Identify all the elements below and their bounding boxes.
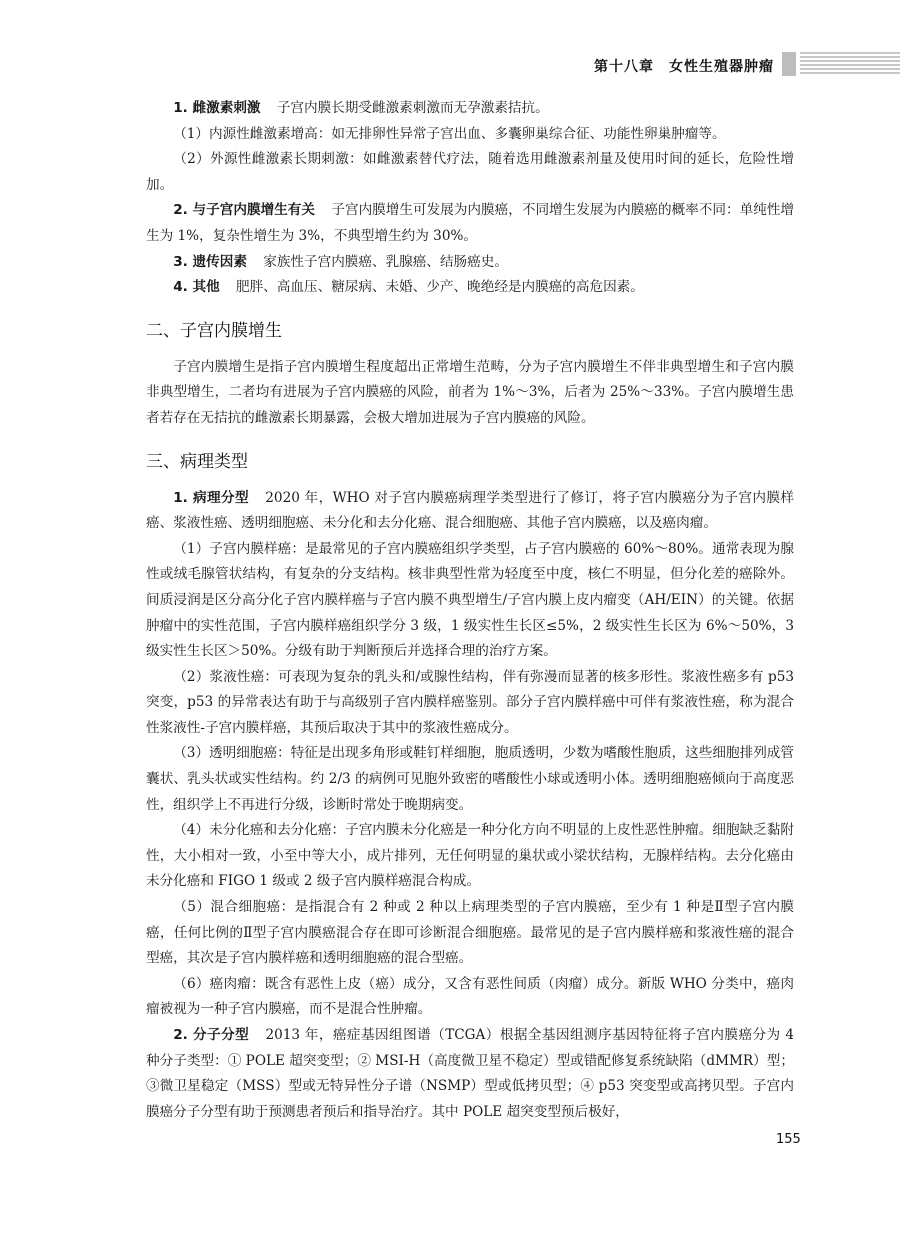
risk-item-3-lead: 3. 遗传因素 — [173, 253, 247, 270]
pathology-sub-3: （3）透明细胞癌：特征是出现多角形或鞋钉样细胞，胞质透明，少数为嗜酸性胞质，这些细胞排列成管囊状、乳头状或实性结构。约 2/3 的病例可见胞外致密的嗜酸性小球或透明小体。透明细胞癌倾向于高度恶性，组织学上不再进行分级，诊断时常处于晚期病变。 — [146, 745, 794, 813]
risk-item-1 — [146, 96, 794, 122]
chapter-title: 第十八章 女性生殖器肿瘤 — [594, 59, 774, 75]
pathology-sub-6: （6）癌肉瘤：既含有恶性上皮（癌）成分，又含有恶性间质（肉瘤）成分。新版 WHO 分类中，癌肉瘤被视为一种子宫内膜癌，而不是混合性肿瘤。 — [146, 975, 794, 1018]
pathology-item-2-text: 2013 年，癌症基因组图谱（TCGA）根据全基因组测序基因特征将子宫内膜癌分为 4 种分子类型：① POLE 超突变型；② MSI-H（高度微卫星不稳定）型或错配修复系统缺陷（dMMR）型；③微卫星稳定（MSS）型或无特异性分子谱（NSMP）型或低拷贝型；④ p53 突变型或高拷贝型。子宫内膜癌分子分型有助于预测患者预后和指导治疗。其中 POLE 超突变型预后极好， — [146, 1027, 794, 1120]
running-header — [0, 52, 900, 78]
risk-item-2-lead: 2. 与子宫内膜增生有关 — [173, 202, 316, 219]
risk-item-2 — [146, 198, 794, 249]
risk-item-1-sub-2: （2）外源性雌激素长期刺激：如雌激素替代疗法，随着选用雌激素剂量及使用时间的延长，危险性增加。 — [146, 151, 794, 193]
pathology-item-1-text: 2020 年，WHO 对子宫内膜癌病理学类型进行了修订，将子宫内膜癌分为子宫内膜样癌、浆液性癌、透明细胞癌、未分化和去分化癌、混合细胞癌、其他子宫内膜癌，以及癌肉瘤。 — [146, 489, 794, 532]
risk-item-1-text: 子宫内膜长期受雌激素刺激而无孕激素拮抗。 — [276, 100, 549, 116]
header-decoration-bar — [782, 52, 796, 76]
risk-item-4-lead: 4. 其他 — [173, 279, 220, 296]
risk-item-3-text: 家族性子宫内膜癌、乳腺癌、结肠癌史。 — [263, 253, 508, 270]
pathology-item-2-lead: 2. 分子分型 — [173, 1027, 250, 1043]
section-heading-hyperplasia: 二、子宫内膜增生 — [146, 320, 282, 341]
risk-item-4 — [146, 275, 794, 301]
risk-item-3 — [146, 250, 794, 276]
risk-item-1-lead: 1. 雌激素刺激 — [173, 100, 261, 116]
page-content — [146, 96, 794, 1125]
header-decoration-lines — [800, 52, 900, 76]
page-number: 155 — [776, 1132, 801, 1147]
risk-item-2-text: 子宫内膜增生可发展为内膜癌，不同增生发展为内膜癌的概率不同：单纯性增生为 1%，复杂性增生为 3%，不典型增生约为 30%。 — [146, 202, 794, 244]
risk-item-1-sub-1: （1）内源性雌激素增高：如无排卵性异常子宫出血、多囊卵巢综合征、功能性卵巢肿瘤等。 — [173, 125, 726, 142]
hyperplasia-paragraph: 子宫内膜增生是指子宫内膜增生程度超出正常增生范畴，分为子宫内膜增生不伴非典型增生和子宫内膜非典型增生，二者均有进展为子宫内膜癌的风险，前者为 1%～3%，后者为 25%～33%。子宫内膜增生患者若存在无拮抗的雌激素长期暴露，会极大增加进展为子宫内膜癌的风险。 — [146, 358, 794, 426]
pathology-item-2 — [146, 1023, 794, 1125]
pathology-sub-4: （4）未分化癌和去分化癌：子宫内膜未分化癌是一种分化方向不明显的上皮性恶性肿瘤。细胞缺乏黏附性，大小相对一致，小至中等大小，成片排列，无任何明显的巢状或小梁状结构，无腺样结构。去分化癌由未分化癌和 FIGO 1 级或 2 级子宫内膜样癌混合构成。 — [146, 822, 794, 890]
pathology-sub-1: （1）子宫内膜样癌：是最常见的子宫内膜癌组织学类型，占子宫内膜癌的 60%～80%。通常表现为腺性或绒毛腺管状结构，有复杂的分支结构。核非典型性常为轻度至中度，核仁不明显，但分化差的癌除外。间质浸润是区分高分化子宫内膜样癌与子宫内膜不典型增生/子宫内膜上皮内瘤变（AH/EIN）的关键。依据肿瘤中的实性范围，子宫内膜样癌组织学分 3 级，1 级实性生长区≤5%，2 级实性生长区为 6%～50%，3 级实性生长区＞50%。分级有助于判断预后并选择合理的治疗方案。 — [146, 540, 794, 660]
pathology-sub-2: （2）浆液性癌：可表现为复杂的乳头和/或腺性结构，伴有弥漫而显著的核多形性。浆液性癌多有 p53 突变，p53 的异常表达有助于与高级别子宫内膜样癌鉴别。部分子宫内膜样癌中可伴有浆液性癌，称为混合性浆液性-子宫内膜样癌，其预后取决于其中的浆液性癌成分。 — [146, 668, 794, 736]
section-heading-pathology: 三、病理类型 — [146, 451, 248, 472]
pathology-item-1 — [146, 486, 794, 537]
pathology-item-1-lead: 1. 病理分型 — [173, 489, 249, 506]
pathology-sub-5: （5）混合细胞癌：是指混合有 2 种或 2 种以上病理类型的子宫内膜癌，至少有 1 种是Ⅱ型子宫内膜癌，任何比例的Ⅱ型子宫内膜癌混合存在即可诊断混合细胞癌。最常见的是子宫内膜样癌和浆液性癌的混合型癌，其次是子宫内膜样癌和透明细胞癌的混合型癌。 — [146, 899, 794, 967]
risk-item-4-text: 肥胖、高血压、糖尿病、未婚、少产、晚绝经是内膜癌的高危因素。 — [236, 279, 644, 296]
